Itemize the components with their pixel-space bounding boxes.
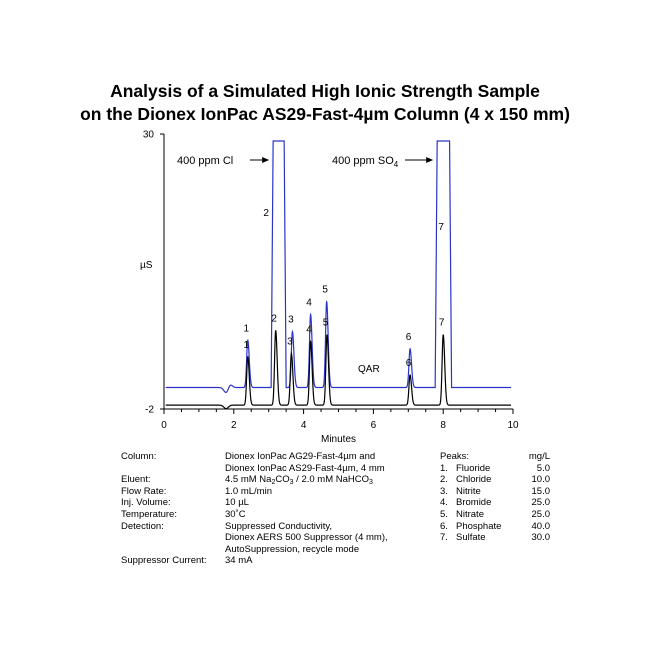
peak-label: 4 xyxy=(306,297,312,309)
y-axis-label: µS xyxy=(140,260,153,271)
annotation-sulfate: 400 ppm $SO_4$ xyxy=(332,155,399,169)
condition-value: 10 µL xyxy=(225,497,249,509)
peak-label: 1 xyxy=(243,340,250,352)
peak-number: 5. xyxy=(440,508,448,520)
condition-label-spacer xyxy=(121,532,207,544)
peak-label: 4 xyxy=(306,324,312,336)
peak-concentration: 5.0 xyxy=(536,462,550,474)
peak-number: 6. xyxy=(440,520,448,532)
condition-value: 4.5 mM $Na_2CO_3 / 2.0$ mM NaHCO$_3$ xyxy=(225,474,373,487)
condition-value: Dionex AERS 500 Suppressor (4 mm), xyxy=(225,532,388,544)
annotation-chloride: 400 ppm Cl xyxy=(177,155,234,167)
peaks-unit-header: mg/L xyxy=(528,451,550,462)
trace-label-qar: QAR xyxy=(358,364,380,375)
peak-name: Phosphate xyxy=(456,520,502,532)
peak-label: 6 xyxy=(405,358,412,370)
peak-number: 4. xyxy=(440,497,448,509)
annotation-sulfate-subscript: 4 xyxy=(393,160,399,169)
peak-concentration: 40.0 xyxy=(531,520,550,532)
x-tick-label: 2 xyxy=(231,420,237,431)
condition-value: Dionex IonPac AG29-Fast-4µm and xyxy=(225,451,376,462)
condition-value: 1.0 mL/min xyxy=(225,485,272,497)
peak-name: Sulfate xyxy=(456,532,486,544)
peak-name: Nitrite xyxy=(456,485,481,497)
peak-label: 6 xyxy=(405,331,412,343)
peak-number: 7. xyxy=(440,532,448,544)
peak-number: 3. xyxy=(440,485,448,497)
y-tick-label: -2 xyxy=(145,404,154,416)
y-tick-label: 30 xyxy=(142,129,154,141)
peak-label: 3 xyxy=(288,314,294,326)
condition-label: Detection: xyxy=(121,520,164,532)
peak-label: 5 xyxy=(322,317,329,329)
condition-label: Inj. Volume: xyxy=(121,497,171,509)
conditions-labels xyxy=(121,451,207,567)
peak-concentration: 25.0 xyxy=(531,508,550,520)
annotation-arrow-head xyxy=(426,157,433,163)
condition-label: Flow Rate: xyxy=(121,485,167,497)
peak-name: Fluoride xyxy=(456,462,491,474)
peak-concentration: 10.0 xyxy=(531,474,550,486)
condition-value: Suppressed Conductivity, xyxy=(225,520,333,532)
x-tick-label: 10 xyxy=(507,420,519,431)
condition-label: Eluent: xyxy=(121,474,151,486)
x-tick-label: 6 xyxy=(370,420,377,431)
trace-standard xyxy=(166,330,511,408)
condition-label-spacer xyxy=(121,544,207,556)
condition-value: Dionex IonPac AS29-Fast-4µm, 4 mm xyxy=(225,462,385,474)
peak-concentration: 30.0 xyxy=(531,532,550,544)
peak-concentration: 15.0 xyxy=(531,485,550,497)
trace-sample xyxy=(166,141,511,392)
conditions-values xyxy=(225,451,388,567)
condition-label: Temperature: xyxy=(121,508,177,520)
condition-value: 34 mA xyxy=(225,555,253,567)
peak-label: 5 xyxy=(322,284,328,296)
peak-name: Bromide xyxy=(456,497,492,509)
peaks-header: Peaks: xyxy=(440,451,470,462)
peak-name: Chloride xyxy=(456,474,492,486)
chart-axes xyxy=(140,130,519,446)
peak-concentration: 25.0 xyxy=(531,497,550,509)
peak-number: 2. xyxy=(440,474,448,486)
annotation-arrow-head xyxy=(262,157,269,163)
x-axis-label: Minutes xyxy=(320,434,357,445)
peak-number: 1. xyxy=(440,462,448,474)
peak-name: Nitrate xyxy=(456,508,484,520)
x-tick-label: 4 xyxy=(300,420,307,431)
peak-label: 2 xyxy=(263,208,269,219)
x-tick-label: 0 xyxy=(161,420,167,431)
peaks-numbers xyxy=(440,451,448,544)
chart-traces xyxy=(166,141,511,409)
peaks-values xyxy=(520,451,550,544)
chart-title-line-2: on the Dionex IonPac AS29-Fast-4µm Column (4 x 150 mm) xyxy=(80,104,570,124)
condition-value: AutoSuppression, recycle mode xyxy=(225,543,360,555)
condition-value: 30˚C xyxy=(225,508,246,520)
peak-label: 1 xyxy=(243,323,250,335)
peak-label: 3 xyxy=(287,336,293,348)
peak-label: 7 xyxy=(438,317,445,329)
condition-label-spacer xyxy=(121,463,207,475)
chart-title-line-1: Analysis of a Simulated High Ionic Strength Sample xyxy=(110,81,540,101)
peak-label: 7 xyxy=(438,222,444,233)
condition-label: Column: xyxy=(121,451,157,462)
x-tick-label: 8 xyxy=(440,420,446,431)
peaks-names xyxy=(440,451,502,544)
peak-label: 2 xyxy=(271,313,277,325)
condition-label: Suppressor Current: xyxy=(121,555,207,567)
